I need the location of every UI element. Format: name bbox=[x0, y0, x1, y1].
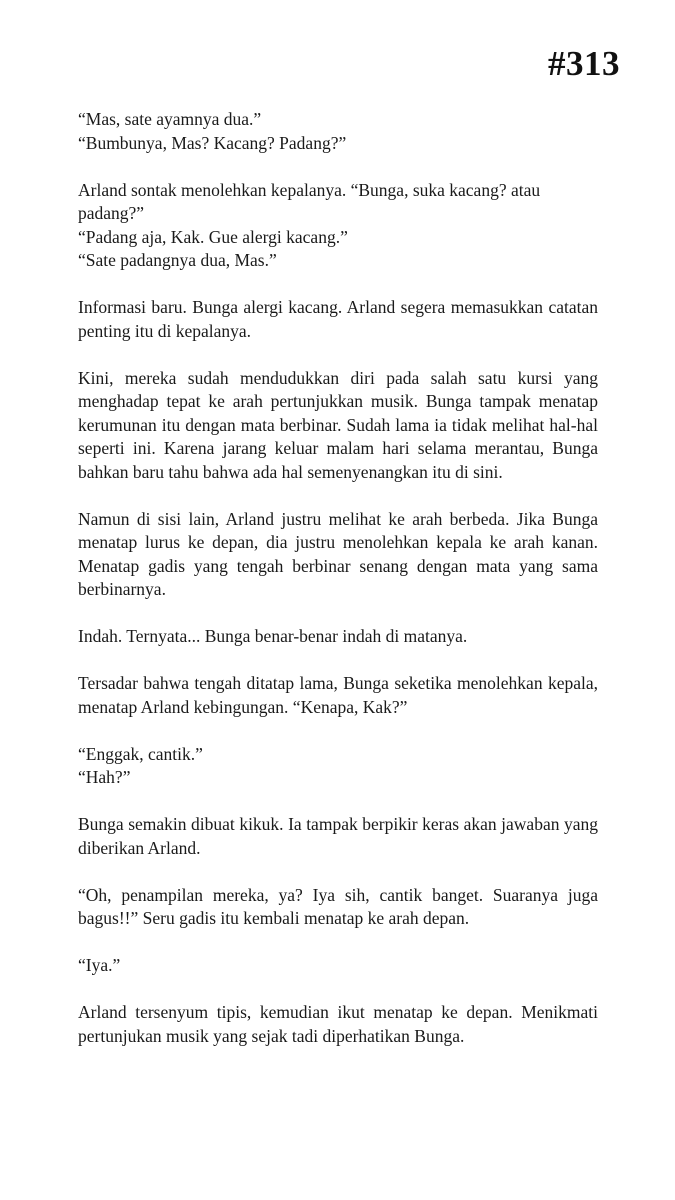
text-line: Tersadar bahwa tengah ditatap lama, Bunga seketika menolehkan kepala, menatap Arland kebingungan. “Kenapa, Kak?” bbox=[78, 673, 598, 717]
text-line: “Padang aja, Kak. Gue alergi kacang.” bbox=[78, 226, 348, 247]
paragraph bbox=[78, 367, 598, 485]
paragraph bbox=[78, 508, 598, 602]
text-line: “Enggak, cantik.” bbox=[78, 743, 203, 764]
text-line: Indah. Ternyata... Bunga benar-benar indah di matanya. bbox=[78, 626, 468, 646]
paragraph bbox=[78, 625, 598, 649]
text-line: Kini, mereka sudah mendudukkan diri pada salah satu kursi yang menghadap tepat ke arah pertunjukkan musik. Bunga tampak menatap kerumunan itu dengan mata berbinar. Sudah lama ia tidak melihat hal-hal seperti ini. Karena jarang keluar malam hari selama merantau, Bunga bahkan baru tahu bahwa ada hal semenyenangkan itu di sini. bbox=[78, 367, 598, 482]
text-line: Arland tersenyum tipis, kemudian ikut menatap ke depan. Menikmati pertunjukan musik yang sejak tadi diperhatikan Bunga. bbox=[78, 1002, 598, 1046]
paragraph bbox=[78, 1001, 598, 1048]
text-line: “Mas, sate ayamnya dua.” bbox=[78, 109, 262, 129]
paragraph bbox=[78, 296, 598, 343]
paragraph bbox=[78, 884, 598, 931]
text-line: “Oh, penampilan mereka, ya? Iya sih, cantik banget. Suaranya juga bagus!!” Seru gadis itu kembali menatap ke arah depan. bbox=[78, 884, 598, 928]
story-text bbox=[78, 108, 598, 1072]
paragraph bbox=[78, 813, 598, 860]
text-line: Namun di sisi lain, Arland justru melihat ke arah berbeda. Jika Bunga menatap lurus ke depan, dia justru menolehkan kepala ke arah kanan. Menatap gadis yang tengah berbinar senang dengan mata yang sama berbinarnya. bbox=[78, 508, 598, 599]
text-line: “Hah?” bbox=[78, 767, 131, 787]
text-line: Bunga semakin dibuat kikuk. Ia tampak berpikir keras akan jawaban yang diberikan Arland. bbox=[78, 814, 598, 858]
text-line: “Bumbunya, Mas? Kacang? Padang?” bbox=[78, 132, 347, 153]
text-line: Arland sontak menolehkan kepalanya. “Bunga, suka kacang? atau padang?” bbox=[78, 179, 541, 223]
paragraph bbox=[78, 108, 598, 155]
paragraph bbox=[78, 179, 598, 273]
paragraph bbox=[78, 743, 598, 790]
paragraph bbox=[78, 672, 598, 719]
page-number: #313 bbox=[548, 44, 620, 83]
text-line: Informasi baru. Bunga alergi kacang. Arland segera memasukkan catatan penting itu di kepalanya. bbox=[78, 297, 598, 341]
text-line: “Sate padangnya dua, Mas.” bbox=[78, 250, 277, 270]
paragraph bbox=[78, 954, 598, 978]
text-line: “Iya.” bbox=[78, 955, 121, 975]
